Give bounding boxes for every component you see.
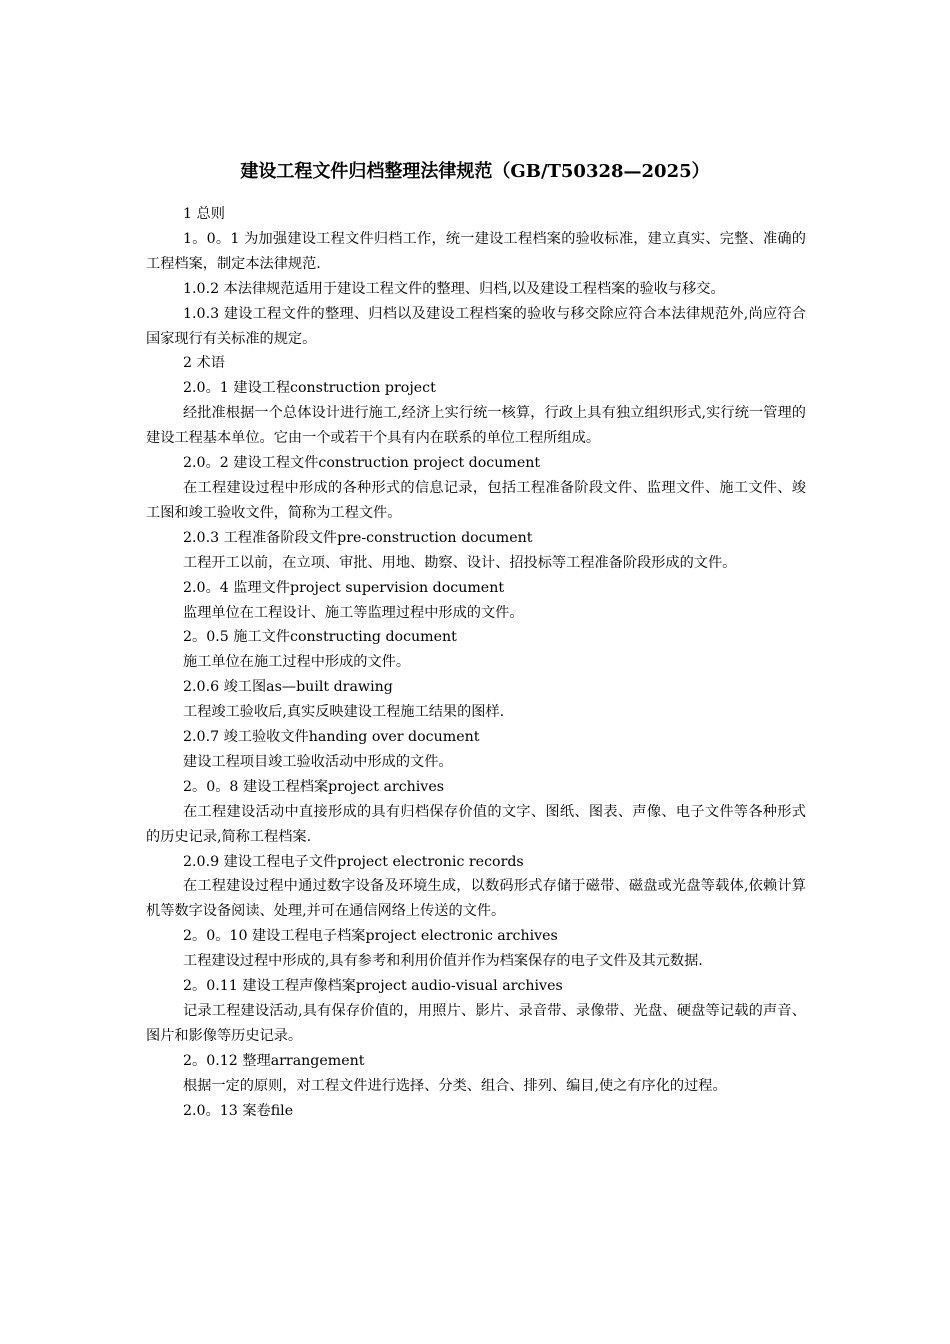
paragraph: 经批准根据一个总体设计进行施工,经济上实行统一核算，行政上具有独立组织形式,实行统一管理的建设工程基本单位。它由一个或若干个具有内在联系的单位工程所组成。 <box>146 405 806 447</box>
paragraph: 2.0.3 工程准备阶段文件pre-construction document <box>183 529 533 546</box>
paragraph: 2。0.11 建设工程声像档案project audio-visual archives <box>183 978 563 995</box>
paragraph: 2。0。8 建设工程档案project archives <box>183 778 445 795</box>
paragraph: 2.0。13 案卷file <box>183 1102 294 1119</box>
paragraph: 2.0。1 建设工程construction project <box>183 380 436 397</box>
paragraph: 2。0.12 整理arrangement <box>183 1052 365 1069</box>
paragraph: 1.0.2 本法律规范适用于建设工程文件的整理、归档,以及建设工程档案的验收与移交。 <box>183 280 725 297</box>
paragraph: 工程竣工验收后,真实反映建设工程施工结果的图样. <box>183 704 505 721</box>
paragraph: 施工单位在施工过程中形成的文件。 <box>183 654 411 671</box>
paragraph: 工程开工以前，在立项、审批、用地、勘察、设计、招投标等工程准备阶段形成的文件。 <box>183 554 737 571</box>
paragraph: 2.0.6 竣工图as—built drawing <box>183 679 393 696</box>
paragraph: 1。0。1 为加强建设工程文件归档工作，统一建设工程档案的验收标准，建立真实、完整、准确的工程档案，制定本法律规范. <box>146 230 806 272</box>
paragraph: 在工程建设活动中直接形成的具有归档保存价值的文字、图纸、图表、声像、电子文件等各种形式的历史记录,简称工程档案. <box>146 803 806 845</box>
paragraph: 在工程建设过程中形成的各种形式的信息记录，包括工程准备阶段文件、监理文件、施工文件、竣工图和竣工验收文件，简称为工程文件。 <box>146 479 806 521</box>
paragraph: 记录工程建设活动,具有保存价值的，用照片、影片、录音带、录像带、光盘、硬盘等记载的声音、图片和影像等历史记录。 <box>146 1003 806 1044</box>
paragraph: 2.0.9 建设工程电子文件project electronic records <box>183 853 524 870</box>
paragraph: 1.0.3 建设工程文件的整理、归档以及建设工程档案的验收与移交除应符合本法律规范外,尚应符合国家现行有关标准的规定。 <box>146 305 806 347</box>
paragraph: 监理单位在工程设计、施工等监理过程中形成的文件。 <box>183 604 524 621</box>
paragraph: 工程建设过程中形成的,具有参考和利用价值并作为档案保存的电子文件及其元数据. <box>183 953 703 970</box>
paragraph: 2。0。10 建设工程电子档案project electronic archives <box>183 928 558 945</box>
paragraph: 2.0。2 建设工程文件construction project document <box>183 455 541 472</box>
paragraph: 根据一定的原则，对工程文件进行选择、分类、组合、排列、编目,使之有序化的过程。 <box>183 1077 727 1094</box>
paragraph: 在工程建设过程中通过数字设备及环境生成，以数码形式存储于磁带、磁盘或光盘等载体,依赖计算机等数字设备阅读、处理,并可在通信网络上传送的文件。 <box>146 878 806 920</box>
paragraph: 2.0.7 竣工验收文件handing over document <box>183 729 480 746</box>
paragraph: 1 总则 <box>183 206 225 222</box>
paragraph: 建设工程项目竣工验收活动中形成的文件。 <box>183 753 453 770</box>
document-title: 建设工程文件归档整理法律规范（GB/T50328—2025） <box>240 161 710 182</box>
paragraph: 2 术语 <box>183 355 225 372</box>
paragraph: 2。0.5 施工文件constructing document <box>183 629 457 646</box>
document-body <box>146 202 806 1124</box>
paragraph: 2.0。4 监理文件project supervision document <box>183 579 505 596</box>
